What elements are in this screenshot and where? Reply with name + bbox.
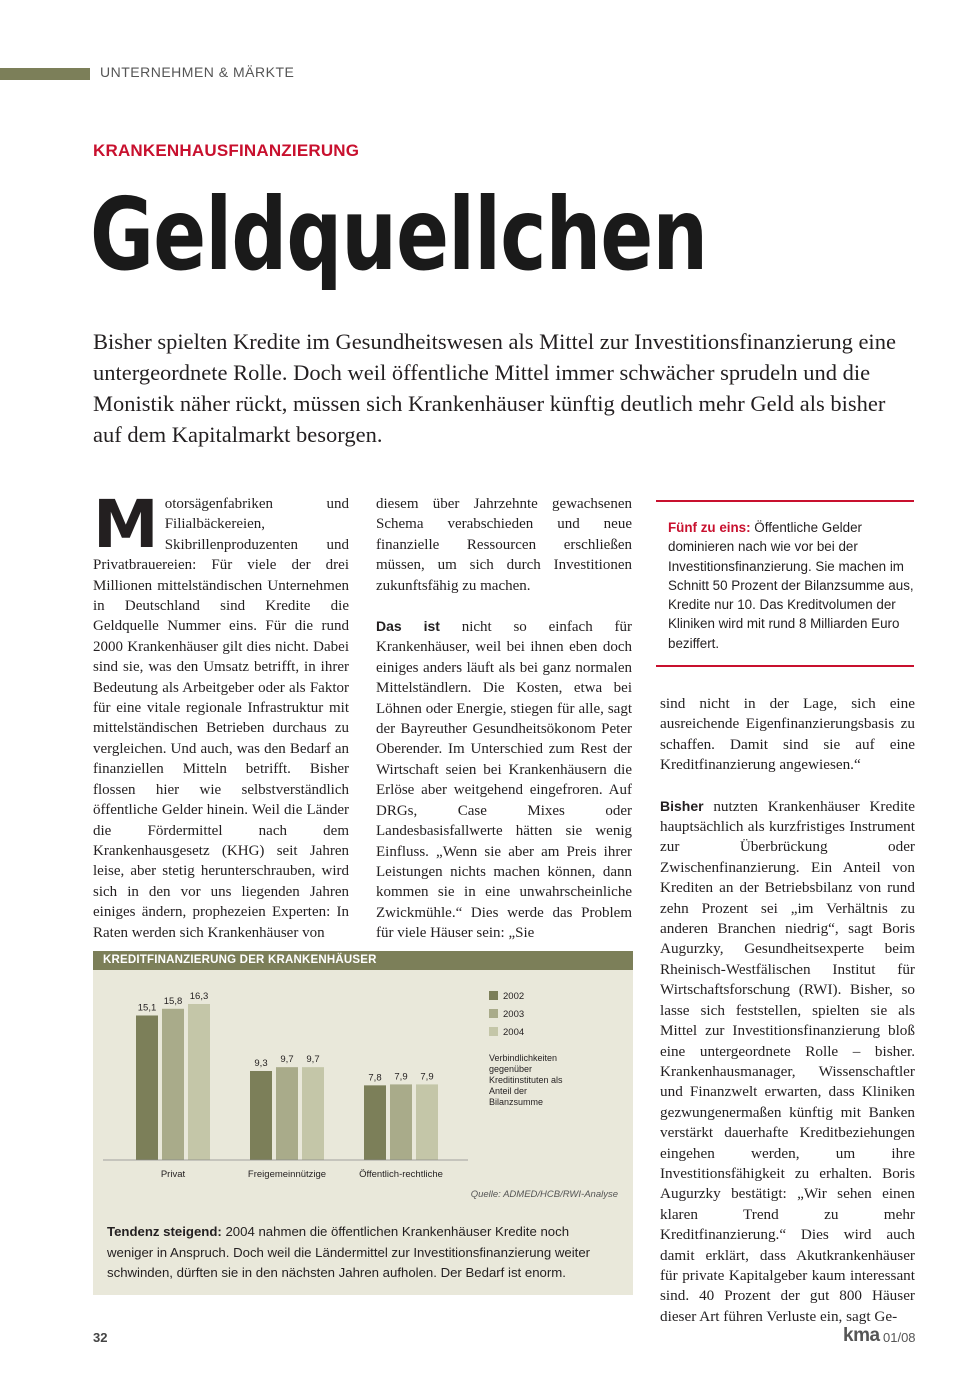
legend-swatch (489, 1009, 498, 1018)
category-label: Freigemeinnützige (247, 1169, 327, 1180)
chart-caption (107, 1222, 617, 1284)
paragraph-text: nicht so einfach für Krankenhäuser, weil bei ihnen eben doch einiges anders läuft als bei ganz normalen Mittelständlern. Die Kosten, etwa bei Löhnen oder Energie, stiegen für alle, sagt der Bayreuther Gesundheitsökonom Peter Oberender. Im Unterschied zum Rest der Wirtschaft seien bei Krankenhäusern die Erlöse aber weitgehend eingefroren. Auf DRGs, Case Mixes oder Landesbasisfallwerte hätten sie wenig Einfluss. „Wenn sie aber am Preis ihrer Leistungen nichts machen können, dann kommen sie in eine unwahrscheinliche Zwickmühle.“ Dies werde das Problem für viele Häuser sein: „Sie (376, 619, 632, 942)
bar (188, 1004, 210, 1160)
info-box-title: Fünf zu eins: (668, 520, 751, 535)
paragraph-text: otorsägenfabriken und Filialbäckereien, Skibrillenproduzenten und Privatbrauereien: Für viele der drei Millionen mittelständischen Unternehmen in Deutschland sind Kredite die Geldquelle Nummer eins. Für die rund 2000 Krankenhäuser gilt dies nicht. Dabei sind sie, was den Umsatz betrifft, in ihrer Bedeutung als Arbeitgeber oder als Faktor für eine vitale regionale Infrastruktur mit mittelständischen Betrieben durchaus zu vergleichen. Und auch, was den Bedarf an finanziellen Mitteln betrifft. Bisher flossen hier wie selbstverständlich öffentliche Gelder hinein. Weil die Länder die Fördermittel nach dem Krankenhausgesetz (KHG) seit Jahren leise, aber stetig herunterschrauben, wird sich in den vor uns liegenden Jahren einiges ändern, prophezeien Experten: In Raten werden sich Krankenhäuser von (93, 496, 349, 941)
chart-box (93, 951, 633, 1295)
bar (162, 1009, 184, 1160)
bar-value-label: 9,7 (280, 1054, 294, 1066)
bar (364, 1085, 386, 1160)
run-in-heading: Bisher (660, 797, 704, 814)
legend-label: 2003 (503, 1009, 525, 1020)
drop-cap: M (93, 486, 159, 563)
text-column-2 (376, 494, 632, 944)
section-color-bar (0, 68, 90, 80)
legend-note: Verbindlichkeiten gegenüber Kreditinstituten als Anteil der Bilanzsumme (489, 1053, 563, 1107)
bar-value-label: 7,8 (368, 1072, 382, 1084)
legend-swatch (489, 1027, 498, 1036)
magazine-logo: kma (843, 1325, 880, 1346)
page-number: 32 (93, 1330, 108, 1345)
run-in-heading: Das ist (376, 618, 440, 635)
bar (302, 1067, 324, 1160)
paragraph: diesem über Jahrzehnte gewachsenen Schema verabschieden und neue finanzielle Ressourcen erschließen müssen, um sich durch Investitionen zukunftsfähig zu machen. (376, 496, 632, 594)
bar-chart (93, 970, 633, 1220)
issue-number: 01/08 (883, 1330, 916, 1345)
bar (276, 1067, 298, 1160)
text-column-1 (93, 486, 349, 943)
text-column-3 (660, 694, 915, 1327)
bar-value-label: 7,9 (420, 1071, 434, 1083)
paragraph (660, 796, 915, 1328)
bar (416, 1084, 438, 1160)
chart-title: KREDITFINANZIERUNG DER KRANKENHÄUSER (93, 951, 633, 970)
article-kicker: KRANKENHAUSFINANZIERUNG (93, 141, 360, 160)
category-label: Privat (160, 1169, 186, 1180)
legend-label: 2002 (503, 991, 525, 1002)
info-box-text: Öffentliche Gelder dominieren nach wie vor bei der Investitionsfinanzierung. Sie machen im Schnitt 50 Prozent der Bilanzsumme aus, Kredite nur 10. Das Kreditvolumen der Kliniken wird mit rund 8 Milliarden Euro beziffert. (668, 520, 914, 651)
bar (136, 1015, 158, 1160)
paragraph: sind nicht in der Lage, sich eine ausreichende Eigenfinanzierungsbasis zu schaffen. Damit sind sie auf eine Kreditfinanzierung angewiesen.“ (660, 695, 915, 774)
category-label: Öffentlich-rechtliche (359, 1169, 443, 1180)
bar-value-label: 7,9 (394, 1071, 408, 1083)
bar (390, 1084, 412, 1160)
caption-title: Tendenz steigend: (107, 1224, 222, 1239)
bar-value-label: 15,8 (163, 995, 183, 1007)
bar-value-label: 15,1 (137, 1002, 157, 1014)
caption-text: 2004 nahmen die öffentlichen Krankenhäuser Kredite noch weniger in Anspruch. Doch weil die Ländermittel zur Investitionsfinanzierung weiter schwinden, dürften sie in den nächsten Jahren aufholen. Der Bedarf ist enorm. (107, 1224, 591, 1280)
section-label: UNTERNEHMEN & MÄRKTE (100, 64, 295, 80)
paragraph (93, 486, 349, 943)
bar-value-label: 9,3 (254, 1057, 268, 1069)
article-lead: Bisher spielten Kredite im Gesundheitswesen als Mittel zur Investitionsfinanzierung eine untergeordnete Rolle. Doch weil öffentliche Mittel immer schwächer sprudeln und die Monistik näher rückt, müssen sich Krankenhäuser künftig deutlich mehr Geld als bisher auf dem Kapitalmarkt besorgen. (93, 329, 896, 447)
paragraph-text: nutzten Krankenhäuser Kredite hauptsächlich als kurzfristiges Instrument zur Überbrückung oder Zwischenfinanzierung. Ein Anteil von Krediten an der Betriebsbilanz von rund zehn Prozent sei „im Verhältnis zu anderen Branchen niedrig“, sagt Boris Augurzky, Gesundheitsexperte beim Rheinisch-Westfälischen Institut für Wirtschaftsforschung (RWI). Bisher, so lasse sich feststellen, spielten sie als Mittel zur Investitionsfinanzierung bloß eine untergeordnete Rolle – bisher. Krankenhausmanager, Wissenschaftler und Finanzwelt erwarten, dass Kliniken gezwungenermaßen künftig mit Banken verstärkt dauerhafte Kreditbeziehungen eingehen werden, um ihre Investitionsfähigkeit zu erhalten. Boris Augurzky bestätigt: „Wir sehen einen klaren Trend zu mehr Kreditfinanzierung.“ Dies wird auch damit erklärt, dass Akutkrankenhäuser für private Kapitalgeber kaum interessant sind. 40 Prozent der gut 800 Häuser dieser Art führen Verluste ein, sagt Ge- (660, 797, 915, 1325)
bar-value-label: 9,7 (306, 1054, 320, 1066)
paragraph (376, 616, 632, 944)
info-box (656, 500, 914, 667)
chart-source: Quelle: ADMED/HCB/RWI-Analyse (470, 1189, 618, 1200)
bar-value-label: 16,3 (189, 991, 209, 1002)
legend-swatch (489, 991, 498, 1000)
bar (250, 1071, 272, 1160)
article-headline: Geldquellchen (90, 176, 708, 293)
legend-label: 2004 (503, 1027, 525, 1038)
